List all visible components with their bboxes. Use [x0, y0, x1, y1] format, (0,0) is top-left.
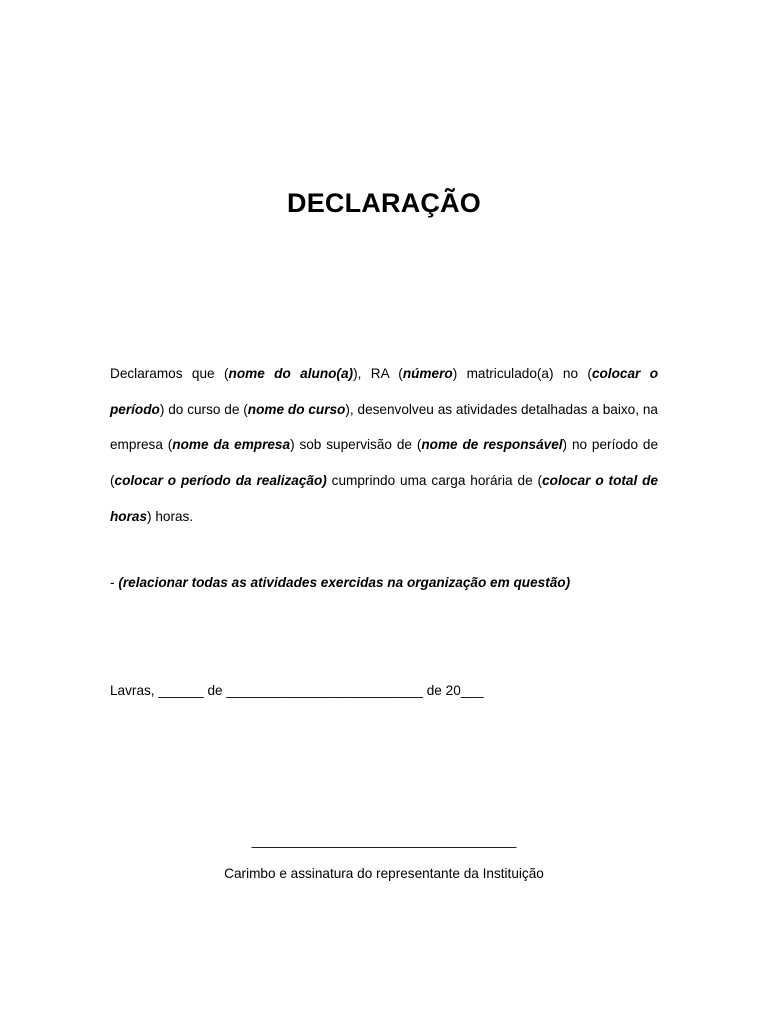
paragraph-text: ) do curso de (: [159, 401, 248, 417]
activities-bullet: -: [110, 575, 119, 590]
signature-line: ___________________________________: [251, 833, 517, 848]
paragraph-text: ) matriculado(a) no (: [452, 366, 592, 381]
paragraph-text: Declaramos que (: [110, 366, 229, 381]
placeholder-supervisor-name: nome de responsável: [421, 437, 563, 453]
activities-placeholder: (relacionar todas as atividades exercidas na organização em questão): [118, 575, 571, 590]
place-date-line: Lavras, ______ de __________________________ de 20___: [110, 683, 484, 698]
placeholder-period: colocar o período: [110, 366, 658, 417]
paragraph-text: ), RA (: [353, 366, 403, 381]
placeholder-company-name: nome da empresa: [172, 437, 291, 453]
paragraph-text: ) no período de (: [110, 437, 659, 489]
placeholder-internship-period: colocar o período da realização): [114, 473, 327, 489]
placeholder-student-name: nome do aluno(a): [228, 366, 354, 381]
paragraph-text: ) horas.: [147, 508, 194, 524]
placeholder-course-name: nome do curso: [247, 401, 346, 417]
paragraph-text: ) sob supervisão de (: [290, 437, 422, 453]
document-title: DECLARAÇÃO: [287, 188, 481, 218]
declaration-paragraph: [110, 356, 658, 535]
placeholder-ra-number: número: [402, 366, 453, 381]
paragraph-text: ), desenvolveu as atividades detalhadas a baixo, na empresa (: [110, 401, 658, 453]
activities-list: [110, 575, 570, 590]
paragraph-text: cumprindo uma carga horária de (: [326, 473, 543, 489]
signature-label: Carimbo e assinatura do representante da Instituição: [224, 866, 544, 881]
placeholder-total-hours: colocar o total de horas: [110, 473, 658, 524]
